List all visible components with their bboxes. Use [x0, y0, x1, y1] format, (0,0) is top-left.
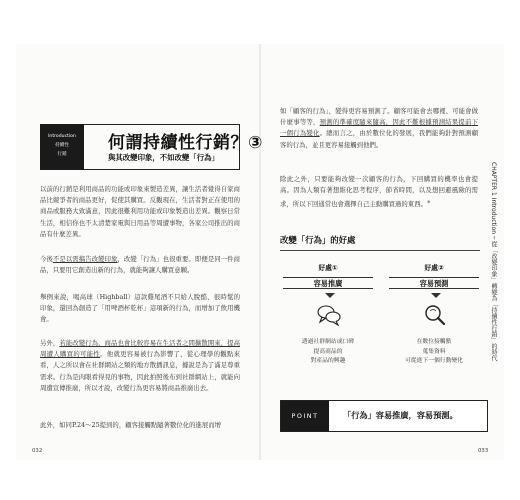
- paragraph-5: 此外，如同P.24～25提到的，顧客接觸點隨著數位化的進展而增: [40, 421, 222, 429]
- intro-badge-line1: Introduction: [48, 134, 76, 139]
- section-rule: [280, 250, 480, 251]
- benefit-1-desc-line: 提高商品的: [313, 348, 343, 355]
- benefit-2-arrow: [431, 293, 441, 298]
- paragraph-6: [280, 106, 478, 151]
- paragraph-6-rest: 。總而言之，由於數位化的發展，我們能夠針對預測顧客的行為，並且更容易接觸到他們。: [280, 129, 479, 149]
- benefit-2-desc: [384, 338, 484, 367]
- section-heading: 改變「行為」的好處: [280, 235, 356, 245]
- paragraph-7: [280, 174, 478, 211]
- paragraph-2-rest: ，改變「行為」也很重要。即便是同一件商品，只要用它創造出新的行為，就能夠讓人購買意願。: [40, 255, 241, 275]
- benefit-2-desc-line: 可從進下一個行動變化: [405, 358, 463, 364]
- paragraph-3: 舉例來說，喝高球（Highball）這款雞尾酒不只給人脫酷、很時髦的印象，還回為創造了「用啤酒杯乾杯」這項新的行為，而增加了飲用機會。: [40, 293, 240, 324]
- benefit-1-label: 好處①: [318, 264, 338, 272]
- point-tag: POINT: [281, 401, 329, 431]
- chapter-side-tab: CHAPTER 1 Introduction ─ 從「改變印象」轉變為「持續性行銷」的時代: [490, 162, 497, 362]
- benefit-1-name: 容易推廣: [283, 277, 373, 289]
- footnote-marker: ※: [426, 199, 431, 205]
- paragraph-4-underline: 若能改變行為，商品也會比較容易在生活者之間擴散開來，提高周遭人購買的可能性: [40, 339, 241, 359]
- benefit-2: [384, 262, 484, 372]
- benefit-1: [278, 262, 378, 372]
- benefit-1-desc-line: 透過社群網站或口碑: [301, 339, 355, 345]
- paragraph-4-rest: 。他就更容易被行為影響了，從心理學的觀點來看，人之所以會在社群網站之類的地方散播訊息，據說是為了滿足尊重需求。行為是肉眼看得見的事物，因此拍照後布到社群網站上，就能向周遭宣傳推廣，所以才說，改變行為更容易將商品推廣出去。: [40, 350, 241, 392]
- benefit-2-desc-line: 蒐集資料: [422, 348, 446, 355]
- paragraph-4: [40, 338, 240, 394]
- benefit-1-arrow: [325, 293, 335, 298]
- paragraph-7-text: 除此之外，只要能夠改變一次顧客的行為，下回購買的機率也會提高。因為人類有著想維化思考程序，節省時間，以及想回避風險的需求，所以下回通常也會選擇自己主動購買過的東西。: [280, 175, 478, 209]
- paragraph-6-underline-a: 預測的準確度隨來隨高，因此不難根據預測結果提前: [319, 118, 472, 127]
- benefit-2-name: 容易預測: [389, 277, 479, 289]
- left-page: [16, 44, 263, 460]
- intro-badge-line3: 行銷: [57, 152, 67, 157]
- paragraph-2-underline: 不是以需搞告改變印象: [52, 255, 118, 263]
- point-box: [280, 400, 488, 432]
- magnifier-icon: [422, 302, 448, 328]
- benefit-2-desc-line: 在數位接觸點: [416, 339, 452, 345]
- benefit-1-desc: [278, 338, 378, 367]
- paragraph-2: [40, 254, 240, 276]
- point-text: 「行為」容易推廣，容易預測。: [343, 410, 458, 420]
- benefit-2-label: 好處②: [424, 264, 444, 272]
- paragraph-6-underline-b: 下一個行為變化: [280, 118, 479, 138]
- benefit-1-desc-line: 對產品的興趣: [310, 358, 346, 364]
- paragraph-6-lead: 如「顧客的行為」，變得更容易預測了。顧客可能會去哪裡、可能會做什麼事等等，: [280, 107, 478, 127]
- page-number-left: 032: [32, 448, 43, 454]
- book-spread: [16, 44, 504, 460]
- page-subtitle: 與其改變印象，不如改變「行為」: [108, 153, 219, 162]
- page-title: 何謂持續性行銷？③: [108, 133, 263, 153]
- intro-badge-line2: 持續性: [55, 143, 69, 148]
- speech-bubbles-icon: [316, 302, 342, 328]
- page-number-right: 033: [478, 448, 489, 454]
- intro-badge: [40, 124, 84, 170]
- right-page: [260, 44, 504, 460]
- paragraph-2-lead: 今後: [40, 255, 53, 263]
- paragraph-1: 以前的行銷是利用商品的功能或印象來製造差異，讓生活者覺得自家商品比競爭者的商品更好，促使其購買。反觀現在，生活者對正在使用的商品或服務大致滿意，因此很難利用功能或印象製造出差異。觀察日常生活，相信你也不太清楚家電與日用品等周遭事物，各家公司推出的商品有什麼差異。: [40, 185, 240, 238]
- paragraph-4-lead: 另外，: [40, 339, 60, 347]
